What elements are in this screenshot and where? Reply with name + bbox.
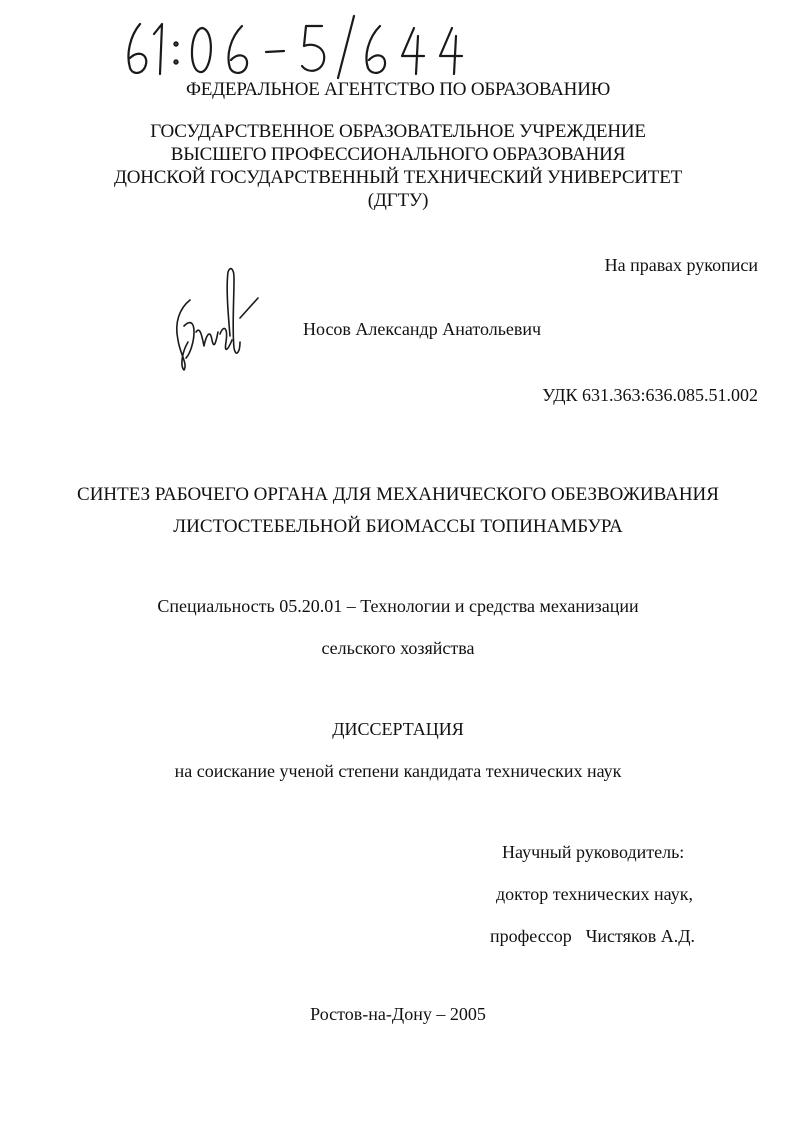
supervisor-name: Чистяков А.Д.	[585, 926, 696, 946]
agency-name: ФЕДЕРАЛЬНОЕ АГЕНТСТВО ПО ОБРАЗОВАНИЮ	[185, 79, 611, 100]
place-and-year: Ростов-на-Дону – 2005	[310, 1004, 486, 1024]
institution-line-3: ДОНСКОЙ ГОСУДАРСТВЕННЫЙ ТЕХНИЧЕСКИЙ УНИВЕРСИТЕТ	[113, 167, 683, 188]
institution-abbreviation: (ДГТУ)	[367, 190, 429, 211]
manuscript-rights-note: На правах рукописи	[604, 255, 758, 275]
author-name: Носов Александр Анатольевич	[303, 319, 542, 339]
thesis-title-line-1: СИНТЕЗ РАБОЧЕГО ОРГАНА ДЛЯ МЕХАНИЧЕСКОГО ОБЕЗВОЖИВАНИЯ	[77, 484, 719, 505]
supervisor-degree: доктор технических наук,	[496, 884, 693, 904]
handwritten-signature	[166, 262, 266, 374]
udc-code: УДК 631.363:636.085.51.002	[542, 385, 758, 405]
institution-line-1: ГОСУДАРСТВЕННОЕ ОБРАЗОВАТЕЛЬНОЕ УЧРЕЖДЕНИЕ	[150, 121, 646, 142]
document-type: ДИССЕРТАЦИЯ	[332, 719, 464, 739]
handwritten-archive-number	[118, 10, 478, 82]
supervisor-rank: профессор	[490, 926, 572, 946]
specialty-line-2: сельского хозяйства	[321, 638, 475, 658]
supervisor-rank-name	[490, 927, 695, 945]
specialty-line-1: Специальность 05.20.01 – Технологии и средства механизации	[157, 596, 639, 616]
thesis-title-line-2: ЛИСТОСТЕБЕЛЬНОЙ БИОМАССЫ ТОПИНАМБУРА	[173, 516, 623, 537]
institution-line-2: ВЫСШЕГО ПРОФЕССИОНАЛЬНОГО ОБРАЗОВАНИЯ	[170, 144, 626, 165]
supervisor-label: Научный руководитель:	[502, 842, 685, 862]
degree-sought: на соискание ученой степени кандидата технических наук	[174, 761, 622, 781]
